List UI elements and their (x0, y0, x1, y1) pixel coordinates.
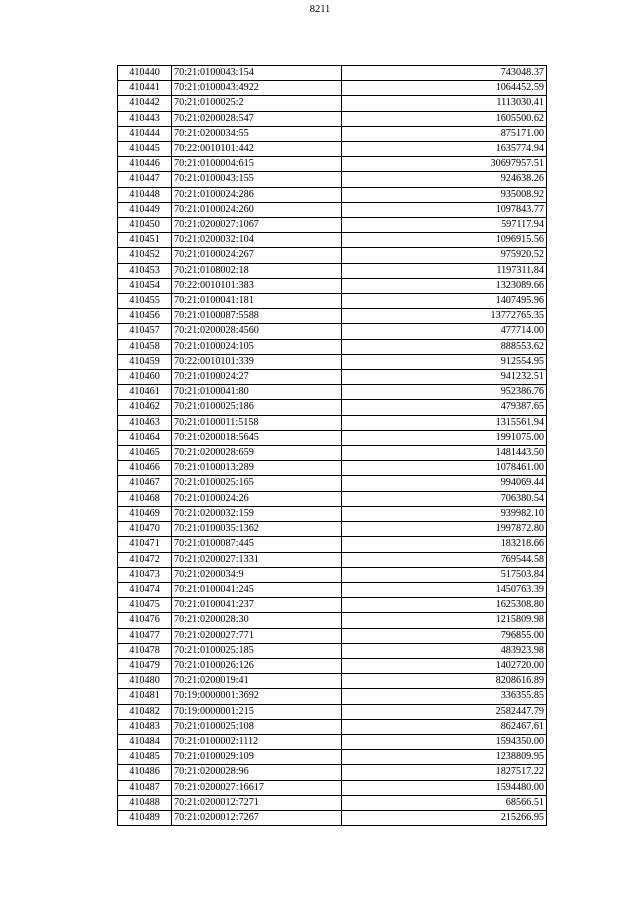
table-row (118, 628, 547, 643)
row-number-cell: 410464 (118, 430, 172, 445)
cadastral-value-cell: 483923.98 (342, 643, 547, 658)
cadastral-value-cell: 1315561.94 (342, 415, 547, 430)
row-number-cell: 410478 (118, 643, 172, 658)
cadastral-value-cell: 1997872.80 (342, 522, 547, 537)
table-row (118, 537, 547, 552)
cadastral-number-cell: 70:21:0100024:105 (172, 339, 342, 354)
row-number-cell: 410472 (118, 552, 172, 567)
cadastral-value-cell: 975920.52 (342, 248, 547, 263)
cadastral-number-cell: 70:21:0200034:9 (172, 567, 342, 582)
cadastral-number-cell: 70:21:0100041:181 (172, 294, 342, 309)
table-row (118, 218, 547, 233)
row-number-cell: 410441 (118, 81, 172, 96)
cadastral-number-cell: 70:19:0000001:3692 (172, 689, 342, 704)
cadastral-number-cell: 70:21:0200027:1331 (172, 552, 342, 567)
cadastral-value-cell: 1096915.56 (342, 233, 547, 248)
table-row (118, 111, 547, 126)
cadastral-number-cell: 70:21:0100041:80 (172, 385, 342, 400)
table-row (118, 430, 547, 445)
cadastral-value-cell: 706380.54 (342, 491, 547, 506)
cadastral-value-cell: 1402720.00 (342, 658, 547, 673)
row-number-cell: 410484 (118, 734, 172, 749)
table-row (118, 172, 547, 187)
cadastral-value-cell: 30697957.51 (342, 157, 547, 172)
row-number-cell: 410452 (118, 248, 172, 263)
row-number-cell: 410440 (118, 66, 172, 81)
cadastral-number-cell: 70:21:0100025:165 (172, 476, 342, 491)
cadastral-value-cell: 939982.10 (342, 506, 547, 521)
cadastral-value-cell: 1113030.41 (342, 96, 547, 111)
cadastral-number-cell: 70:21:0100002:1112 (172, 734, 342, 749)
table-row (118, 263, 547, 278)
cadastral-number-cell: 70:21:0100043:4922 (172, 81, 342, 96)
cadastral-value-cell: 1097843.77 (342, 202, 547, 217)
row-number-cell: 410467 (118, 476, 172, 491)
row-number-cell: 410448 (118, 187, 172, 202)
table-row (118, 400, 547, 415)
table-row (118, 734, 547, 749)
row-number-cell: 410461 (118, 385, 172, 400)
cadastral-value-cell: 1407495.96 (342, 294, 547, 309)
cadastral-value-cell: 1238809.95 (342, 750, 547, 765)
cadastral-number-cell: 70:21:0100026:126 (172, 658, 342, 673)
cadastral-number-cell: 70:21:0200032:159 (172, 506, 342, 521)
cadastral-number-cell: 70:21:0100087:5588 (172, 309, 342, 324)
row-number-cell: 410453 (118, 263, 172, 278)
cadastral-value-cell: 952386.76 (342, 385, 547, 400)
table-row (118, 476, 547, 491)
cadastral-number-cell: 70:21:0100025:186 (172, 400, 342, 415)
cadastral-value-cell: 1635774.94 (342, 142, 547, 157)
row-number-cell: 410463 (118, 415, 172, 430)
cadastral-number-cell: 70:21:0200012:7267 (172, 810, 342, 825)
row-number-cell: 410465 (118, 446, 172, 461)
table-row (118, 324, 547, 339)
table-row (118, 506, 547, 521)
cadastral-value-cell: 13772765.35 (342, 309, 547, 324)
row-number-cell: 410482 (118, 704, 172, 719)
cadastral-number-cell: 70:21:0200019:41 (172, 674, 342, 689)
cadastral-value-cell: 183218.66 (342, 537, 547, 552)
cadastral-number-cell: 70:21:0108002:18 (172, 263, 342, 278)
table-row (118, 446, 547, 461)
cadastral-number-cell: 70:21:0100013:289 (172, 461, 342, 476)
cadastral-value-cell: 1197311.84 (342, 263, 547, 278)
cadastral-value-cell: 597117.94 (342, 218, 547, 233)
row-number-cell: 410485 (118, 750, 172, 765)
table-row (118, 294, 547, 309)
table-row (118, 187, 547, 202)
row-number-cell: 410462 (118, 400, 172, 415)
cadastral-value-cell: 941232.51 (342, 370, 547, 385)
table-row (118, 461, 547, 476)
cadastral-number-cell: 70:21:0100004:615 (172, 157, 342, 172)
cadastral-number-cell: 70:21:0100043:154 (172, 66, 342, 81)
cadastral-value-cell: 1064452.59 (342, 81, 547, 96)
row-number-cell: 410442 (118, 96, 172, 111)
cadastral-value-cell: 935008.92 (342, 187, 547, 202)
cadastral-value-cell: 1323089.66 (342, 278, 547, 293)
cadastral-value-cell: 1481443.50 (342, 446, 547, 461)
cadastral-value-cell: 68566.51 (342, 795, 547, 810)
row-number-cell: 410477 (118, 628, 172, 643)
table-row (118, 674, 547, 689)
row-number-cell: 410468 (118, 491, 172, 506)
cadastral-value-cell: 888553.62 (342, 339, 547, 354)
cadastral-number-cell: 70:21:0100041:237 (172, 598, 342, 613)
cadastral-number-cell: 70:19:0000001:215 (172, 704, 342, 719)
cadastral-value-cell: 1605500.62 (342, 111, 547, 126)
cadastral-number-cell: 70:22:0010101:383 (172, 278, 342, 293)
cadastral-value-cell: 796855.00 (342, 628, 547, 643)
row-number-cell: 410483 (118, 719, 172, 734)
cadastral-value-cell: 743048.37 (342, 66, 547, 81)
row-number-cell: 410475 (118, 598, 172, 613)
table-row (118, 689, 547, 704)
row-number-cell: 410444 (118, 126, 172, 141)
table-row (118, 415, 547, 430)
row-number-cell: 410456 (118, 309, 172, 324)
cadastral-value-cell: 1078461.00 (342, 461, 547, 476)
cadastral-value-cell: 1625308.80 (342, 598, 547, 613)
cadastral-number-cell: 70:21:0100024:26 (172, 491, 342, 506)
cadastral-number-cell: 70:21:0200028:547 (172, 111, 342, 126)
cadastral-value-cell: 2582447.79 (342, 704, 547, 719)
cadastral-number-cell: 70:21:0100025:185 (172, 643, 342, 658)
cadastral-value-cell: 875171.00 (342, 126, 547, 141)
cadastral-number-cell: 70:21:0100041:245 (172, 582, 342, 597)
table-row (118, 126, 547, 141)
cadastral-value-cell: 994069.44 (342, 476, 547, 491)
table-row (118, 66, 547, 81)
table-row (118, 810, 547, 825)
row-number-cell: 410471 (118, 537, 172, 552)
cadastral-value-cell: 1827517.22 (342, 765, 547, 780)
cadastral-number-cell: 70:21:0100024:286 (172, 187, 342, 202)
table-row (118, 81, 547, 96)
table-row (118, 491, 547, 506)
table-row (118, 96, 547, 111)
cadastral-number-cell: 70:21:0200028:4560 (172, 324, 342, 339)
cadastral-number-cell: 70:21:0200027:771 (172, 628, 342, 643)
table-row (118, 370, 547, 385)
cadastral-number-cell: 70:21:0200028:30 (172, 613, 342, 628)
cadastral-number-cell: 70:21:0200027:16617 (172, 780, 342, 795)
table-row (118, 765, 547, 780)
row-number-cell: 410446 (118, 157, 172, 172)
cadastral-number-cell: 70:21:0100024:267 (172, 248, 342, 263)
cadastral-number-cell: 70:22:0010101:442 (172, 142, 342, 157)
cadastral-number-cell: 70:22:0010101:339 (172, 354, 342, 369)
table-body (118, 66, 547, 826)
table-row (118, 795, 547, 810)
row-number-cell: 410459 (118, 354, 172, 369)
table-row (118, 309, 547, 324)
table-row (118, 233, 547, 248)
cadastral-number-cell: 70:21:0100029:109 (172, 750, 342, 765)
row-number-cell: 410488 (118, 795, 172, 810)
row-number-cell: 410489 (118, 810, 172, 825)
cadastral-value-cell: 769544.58 (342, 552, 547, 567)
cadastral-number-cell: 70:21:0200027:1067 (172, 218, 342, 233)
table-row (118, 354, 547, 369)
cadastral-value-cell: 517503.84 (342, 567, 547, 582)
cadastral-number-cell: 70:21:0100024:27 (172, 370, 342, 385)
row-number-cell: 410449 (118, 202, 172, 217)
table-row (118, 780, 547, 795)
row-number-cell: 410479 (118, 658, 172, 673)
cadastral-number-cell: 70:21:0200012:7271 (172, 795, 342, 810)
row-number-cell: 410450 (118, 218, 172, 233)
table-row (118, 142, 547, 157)
page-number: 8211 (309, 4, 331, 15)
cadastral-number-cell: 70:21:0100011:5158 (172, 415, 342, 430)
row-number-cell: 410451 (118, 233, 172, 248)
row-number-cell: 410460 (118, 370, 172, 385)
cadastral-number-cell: 70:21:0100025:108 (172, 719, 342, 734)
cadastral-number-cell: 70:21:0200028:659 (172, 446, 342, 461)
cadastral-value-cell: 8208616.89 (342, 674, 547, 689)
row-number-cell: 410473 (118, 567, 172, 582)
cadastral-value-cell: 1215809.98 (342, 613, 547, 628)
table-row (118, 278, 547, 293)
row-number-cell: 410474 (118, 582, 172, 597)
cadastral-number-cell: 70:21:0100024:260 (172, 202, 342, 217)
row-number-cell: 410445 (118, 142, 172, 157)
table-row (118, 643, 547, 658)
row-number-cell: 410486 (118, 765, 172, 780)
cadastral-number-cell: 70:21:0100043:155 (172, 172, 342, 187)
row-number-cell: 410469 (118, 506, 172, 521)
table-row (118, 704, 547, 719)
row-number-cell: 410481 (118, 689, 172, 704)
cadastral-value-cell: 336355.85 (342, 689, 547, 704)
table-row (118, 598, 547, 613)
cadastral-value-cell: 1594350.00 (342, 734, 547, 749)
table-row (118, 248, 547, 263)
cadastral-number-cell: 70:21:0200028:96 (172, 765, 342, 780)
cadastral-number-cell: 70:21:0100025:2 (172, 96, 342, 111)
cadastral-value-cell: 477714.00 (342, 324, 547, 339)
table-row (118, 157, 547, 172)
cadastral-value-cell: 479387.65 (342, 400, 547, 415)
table-row (118, 719, 547, 734)
table-row (118, 658, 547, 673)
cadastral-number-cell: 70:21:0100035:1362 (172, 522, 342, 537)
row-number-cell: 410470 (118, 522, 172, 537)
table-row (118, 522, 547, 537)
table-row (118, 552, 547, 567)
cadastral-number-cell: 70:21:0200032:104 (172, 233, 342, 248)
cadastral-value-cell: 215266.95 (342, 810, 547, 825)
cadastral-value-cell: 924638.26 (342, 172, 547, 187)
table-row (118, 750, 547, 765)
table-row (118, 202, 547, 217)
row-number-cell: 410457 (118, 324, 172, 339)
row-number-cell: 410487 (118, 780, 172, 795)
table-row (118, 385, 547, 400)
cadastral-value-cell: 1991075.00 (342, 430, 547, 445)
cadastral-number-cell: 70:21:0100087:445 (172, 537, 342, 552)
row-number-cell: 410447 (118, 172, 172, 187)
cadastral-value-table (117, 65, 547, 826)
table-row (118, 582, 547, 597)
cadastral-value-cell: 912554.95 (342, 354, 547, 369)
cadastral-value-cell: 862467.61 (342, 719, 547, 734)
row-number-cell: 410458 (118, 339, 172, 354)
table-row (118, 339, 547, 354)
row-number-cell: 410454 (118, 278, 172, 293)
row-number-cell: 410480 (118, 674, 172, 689)
row-number-cell: 410466 (118, 461, 172, 476)
cadastral-value-cell: 1594480.00 (342, 780, 547, 795)
table-row (118, 567, 547, 582)
cadastral-number-cell: 70:21:0200034:55 (172, 126, 342, 141)
row-number-cell: 410455 (118, 294, 172, 309)
cadastral-value-cell: 1450763.39 (342, 582, 547, 597)
row-number-cell: 410476 (118, 613, 172, 628)
table-row (118, 613, 547, 628)
cadastral-number-cell: 70:21:0200018:5645 (172, 430, 342, 445)
row-number-cell: 410443 (118, 111, 172, 126)
